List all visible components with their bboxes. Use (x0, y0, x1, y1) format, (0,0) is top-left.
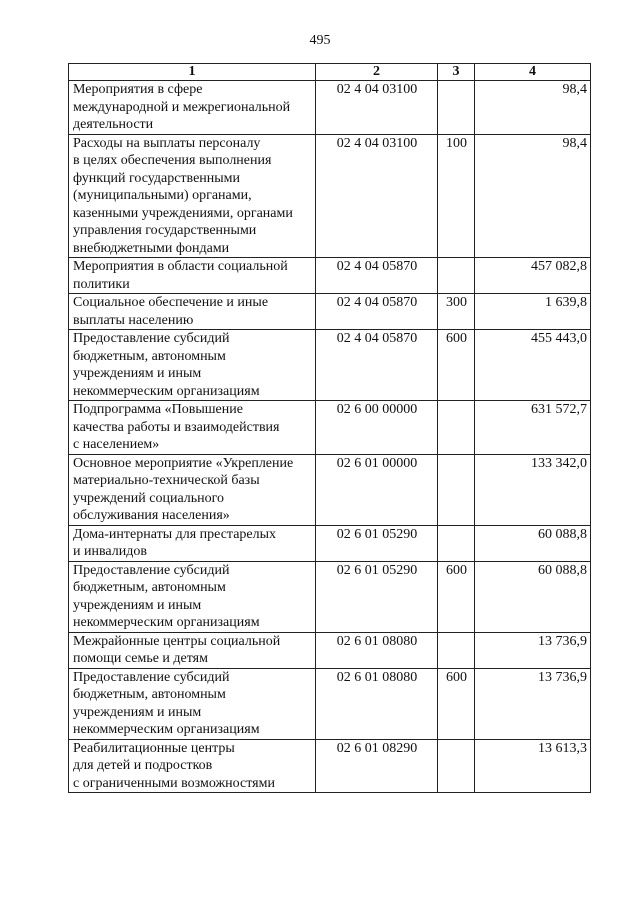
expense-name-line: бюджетным, автономным (73, 687, 226, 702)
expense-name-line: Дома-интернаты для престарелых (73, 526, 277, 542)
expense-name-line: качества работы и взаимодействия (73, 419, 280, 435)
expense-name-cell (69, 561, 316, 632)
expense-name-line: некоммерческим организациям (73, 722, 260, 737)
expense-type-cell (438, 632, 475, 668)
expense-name-line: с ограниченными возможностями (73, 775, 275, 791)
expense-type-cell (438, 525, 475, 561)
expense-name-cell (69, 81, 316, 135)
expense-name-line: учреждений социального (73, 490, 225, 506)
amount-cell: 98,4 (475, 134, 591, 258)
amount-cell: 13 736,9 (475, 668, 591, 739)
table-row (69, 401, 591, 455)
target-code-cell: 02 4 04 03100 (316, 81, 438, 135)
expense-name-line: (муниципальными) органами, (73, 188, 252, 203)
expense-name-cell (69, 401, 316, 455)
target-code-cell: 02 6 01 05290 (316, 561, 438, 632)
amount-cell: 60 088,8 (475, 561, 591, 632)
expense-name-cell (69, 454, 316, 525)
column-header-1: 1 (69, 64, 316, 81)
expense-name-line: учреждениям и иным (73, 366, 202, 381)
amount-cell: 13 613,3 (475, 739, 591, 793)
page-number: 495 (309, 33, 331, 48)
expense-name-cell (69, 632, 316, 668)
expense-name-line: международной и межрегиональной (73, 99, 291, 115)
target-code-cell: 02 4 04 05870 (316, 330, 438, 401)
target-code-cell: 02 6 01 08080 (316, 668, 438, 739)
expense-name-line: некоммерческим организациям (73, 383, 260, 399)
expense-name-line: Подпрограмма «Повышение (73, 402, 243, 417)
expense-name-line: Предоставление субсидий (73, 562, 230, 578)
header-row (69, 64, 591, 81)
table-row (69, 330, 591, 401)
target-code-cell: 02 6 01 08080 (316, 632, 438, 668)
target-code-cell: 02 4 04 05870 (316, 294, 438, 330)
expense-type-cell: 300 (438, 294, 475, 330)
expense-name-cell (69, 258, 316, 294)
expense-name-line: казенными учреждениями, органами (73, 205, 293, 221)
amount-cell: 133 342,0 (475, 454, 591, 525)
expense-name-line: Предоставление субсидий (73, 669, 230, 685)
expense-name-line: политики (73, 276, 130, 292)
expense-name-line: в целях обеспечения выполнения (73, 153, 272, 168)
table-row (69, 134, 591, 258)
amount-cell: 455 443,0 (475, 330, 591, 401)
expense-name-line: управления государственными (73, 223, 257, 238)
expense-name-cell (69, 739, 316, 793)
expense-name-line: учреждениям и иным (73, 704, 202, 720)
expense-name-line: Основное мероприятие «Укрепление (73, 455, 294, 471)
expense-type-cell: 600 (438, 330, 475, 401)
column-header-3: 3 (438, 64, 475, 81)
table-row (69, 561, 591, 632)
amount-cell: 631 572,7 (475, 401, 591, 455)
expense-name-cell (69, 134, 316, 258)
table-row (69, 454, 591, 525)
budget-table (68, 63, 591, 793)
expense-name-line: учреждениям и иным (73, 597, 202, 613)
expense-name-line: Предоставление субсидий (73, 331, 230, 346)
expense-name-line: функций государственными (73, 170, 241, 186)
table-row (69, 668, 591, 739)
amount-cell: 13 736,9 (475, 632, 591, 668)
expense-type-cell (438, 81, 475, 135)
target-code-cell: 02 4 04 03100 (316, 134, 438, 258)
expense-name-cell (69, 668, 316, 739)
table-row (69, 525, 591, 561)
expense-name-line: бюджетным, автономным (73, 348, 226, 364)
column-header-2: 2 (316, 64, 438, 81)
expense-name-cell (69, 294, 316, 330)
table-row (69, 258, 591, 294)
expense-type-cell (438, 258, 475, 294)
expense-name-line: Реабилитационные центры (73, 740, 235, 756)
expense-name-line: обслуживания населения» (73, 508, 230, 523)
expense-name-line: внебюджетными фондами (73, 240, 230, 256)
target-code-cell: 02 6 00 00000 (316, 401, 438, 455)
column-header-4: 4 (475, 64, 591, 81)
expense-name-line: некоммерческим организациям (73, 615, 260, 630)
amount-cell: 457 082,8 (475, 258, 591, 294)
expense-name-cell (69, 525, 316, 561)
target-code-cell: 02 6 01 08290 (316, 739, 438, 793)
table-body (69, 81, 591, 793)
expense-name-line: деятельности (73, 117, 154, 132)
target-code-cell: 02 6 01 00000 (316, 454, 438, 525)
expense-name-line: выплаты населению (73, 312, 194, 328)
amount-cell: 60 088,8 (475, 525, 591, 561)
expense-name-line: Социальное обеспечение и иные (73, 295, 269, 310)
amount-cell: 1 639,8 (475, 294, 591, 330)
expense-name-line: бюджетным, автономным (73, 580, 226, 595)
target-code-cell: 02 4 04 05870 (316, 258, 438, 294)
expense-type-cell (438, 739, 475, 793)
amount-cell: 98,4 (475, 81, 591, 135)
expense-name-cell (69, 330, 316, 401)
table-row (69, 294, 591, 330)
expense-name-line: помощи семье и детям (73, 651, 208, 666)
expense-name-line: Мероприятия в области социальной (73, 259, 288, 274)
expense-name-line: Межрайонные центры социальной (73, 633, 281, 649)
expense-type-cell (438, 401, 475, 455)
expense-type-cell: 600 (438, 668, 475, 739)
expense-name-line: материально-технической базы (73, 473, 260, 488)
expense-type-cell: 100 (438, 134, 475, 258)
expense-name-line: для детей и подростков (73, 758, 213, 773)
table-row (69, 632, 591, 668)
expense-name-line: с населением» (73, 437, 160, 452)
target-code-cell: 02 6 01 05290 (316, 525, 438, 561)
expense-type-cell (438, 454, 475, 525)
expense-name-line: Расходы на выплаты персоналу (73, 135, 261, 151)
expense-name-line: Мероприятия в сфере (73, 82, 203, 97)
table-row (69, 739, 591, 793)
expense-name-line: и инвалидов (73, 544, 147, 559)
table-row (69, 81, 591, 135)
expense-type-cell: 600 (438, 561, 475, 632)
